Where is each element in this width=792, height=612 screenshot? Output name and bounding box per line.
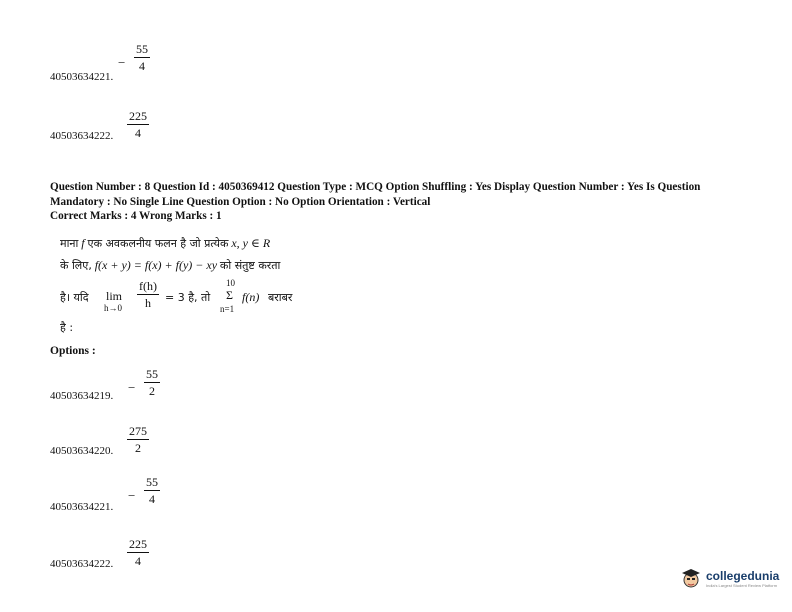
denominator: 4 (139, 59, 145, 73)
fraction (127, 110, 149, 139)
fraction (144, 476, 160, 505)
options-label: Options : (50, 345, 96, 357)
collegedunia-logo (680, 566, 779, 590)
numerator: 55 (146, 367, 158, 381)
question-text: एक अवकलनीय फलन है जो प्रत्येक (87, 237, 229, 250)
math-f: f (81, 236, 85, 250)
top-option-2-fraction (127, 107, 149, 139)
question-meta-line-2: Mandatory : No Single Line Question Option : No Option Orientation : Vertical (50, 195, 431, 208)
option-4-id: 40503634222. (50, 558, 114, 570)
sum-symbol: Σ (226, 288, 233, 302)
question-text: माना (60, 237, 79, 250)
option-1-id: 40503634219. (50, 390, 114, 402)
logo-text: collegedunia (706, 568, 780, 583)
question-text: बराबर (268, 291, 293, 304)
denominator: h (145, 296, 151, 310)
graduate-mascot-icon (680, 566, 702, 590)
limit-symbol: lim (106, 289, 123, 303)
question-text: के लिए, (60, 259, 92, 272)
logo-tagline: India's Largest Student Review Platform (706, 582, 778, 588)
question-text: = 3 है, तो (165, 291, 211, 304)
denominator: 2 (149, 384, 155, 398)
numerator: 55 (136, 42, 148, 56)
denominator: 4 (149, 492, 155, 506)
sum-expression: f(n) (242, 290, 260, 304)
numerator: f(h) (139, 279, 157, 293)
denominator: 4 (135, 126, 141, 140)
denominator: 4 (135, 554, 141, 568)
top-option-2-id: 40503634222. (50, 130, 114, 142)
limit-subscript: h→0 (104, 303, 122, 313)
minus-sign: − (128, 488, 136, 503)
option-2-id: 40503634220. (50, 445, 114, 457)
fraction (127, 425, 149, 454)
numerator: 225 (129, 537, 147, 551)
question-meta (50, 180, 770, 224)
math-domain: x, y ∈ R (231, 236, 271, 250)
functional-equation: f(x + y) = f(x) + f(y) − xy (94, 258, 218, 272)
question-text: को संतुष्ट करता (219, 259, 281, 272)
fraction (134, 43, 150, 72)
minus-sign: − (118, 55, 126, 70)
question-line-1 (60, 236, 270, 251)
top-option-1-id: 40503634221. (50, 71, 114, 83)
question-line-4: है : (60, 321, 74, 334)
option-3-id: 40503634221. (50, 501, 114, 513)
sum-lower-limit: n=1 (220, 304, 235, 314)
question-line-3 (60, 278, 360, 318)
question-meta-line-1: Question Number : 8 Question Id : 4050369412 Question Type : MCQ Option Shuffling : Yes Display Question Number : Yes Is Question (50, 181, 701, 193)
limit-fraction (137, 280, 159, 309)
numerator: 225 (129, 109, 147, 123)
option-2-fraction (127, 422, 149, 454)
question-text: है। यदि (60, 291, 89, 304)
fraction (127, 538, 149, 567)
question-marks: Correct Marks : 4 Wrong Marks : 1 (50, 210, 222, 222)
numerator: 55 (146, 475, 158, 489)
numerator: 275 (129, 424, 147, 438)
option-4-fraction (127, 535, 149, 567)
denominator: 2 (135, 441, 141, 455)
fraction (144, 368, 160, 397)
sum-upper-limit: 10 (226, 278, 235, 288)
question-line-2 (60, 258, 280, 273)
minus-sign: − (128, 380, 136, 395)
